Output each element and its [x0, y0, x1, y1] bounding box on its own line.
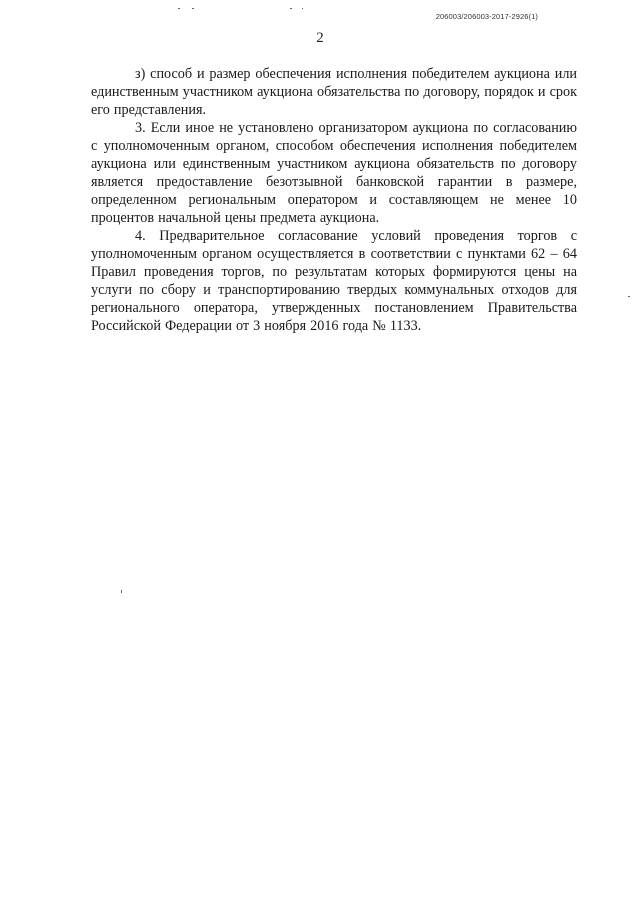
scan-artifact: [290, 8, 292, 9]
scan-artifact: [192, 8, 194, 9]
page-number: 2: [316, 30, 324, 46]
scan-artifact: [628, 296, 630, 297]
scan-artifact: [178, 8, 180, 9]
paragraph-item-z: з) способ и размер обеспечения исполнения победителем аукциона или единственным участником аукциона обязательства по договору, порядок и срок его представления.: [91, 66, 577, 118]
document-body: [91, 65, 577, 335]
paragraph-point-3: 3. Если иное не установлено организатором аукциона по согласованию с уполномоченным органом, способом обеспечения исполнения победителем аукциона или единственным участником аукциона обязательств по договору является предоставление безотзывной банковской гарантии в размере, определенном региональным оператором и составляющем не менее 10 процентов начальной цены предмета аукциона.: [91, 120, 577, 226]
scan-artifact: [302, 8, 303, 9]
paragraph-point-4: 4. Предварительное согласование условий проведения торгов с уполномоченным органом осуществляется в соответствии с пунктами 62 – 64 Правил проведения торгов, по результатам которых формируются цены на услуги по сбору и транспортированию твердых коммунальных отходов для регионального оператора, утвержденных постановлением Правительства Российской Федерации от 3 ноября 2016 года № 1133.: [91, 228, 577, 334]
scan-artifact: [121, 590, 122, 593]
document-id: 206003/206003-2017-2926(1): [435, 12, 538, 21]
